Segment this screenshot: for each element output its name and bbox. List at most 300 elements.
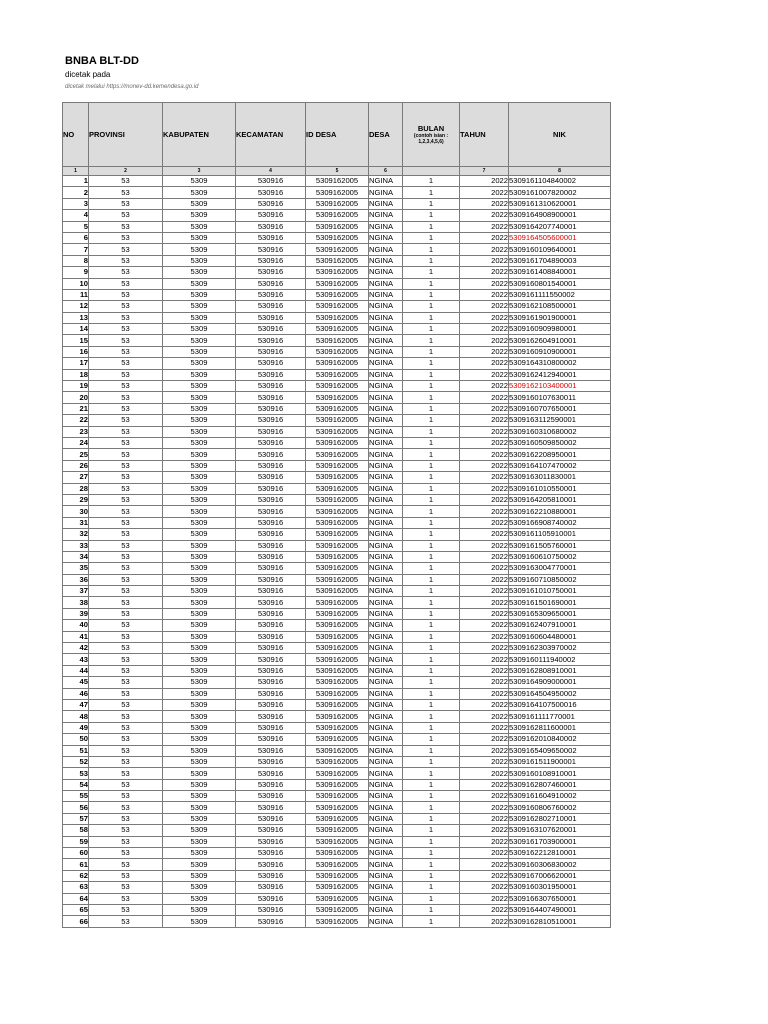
cell-kabupaten: 5309 — [163, 289, 236, 300]
cell-kabupaten: 5309 — [163, 688, 236, 699]
table-row — [63, 768, 611, 779]
cell-provinsi: 53 — [89, 756, 163, 767]
cell-provinsi: 53 — [89, 836, 163, 847]
cell-nik: 5309162807460001 — [509, 779, 611, 790]
cell-provinsi: 53 — [89, 415, 163, 426]
cell-id-desa: 5309162005 — [306, 802, 369, 813]
cell-no: 52 — [63, 756, 89, 767]
cell-provinsi: 53 — [89, 574, 163, 585]
cell-tahun: 2022 — [460, 813, 509, 824]
cell-kabupaten: 5309 — [163, 631, 236, 642]
cell-bulan: 1 — [403, 905, 460, 916]
cell-no: 32 — [63, 529, 89, 540]
cell-kabupaten: 5309 — [163, 825, 236, 836]
cell-tahun: 2022 — [460, 745, 509, 756]
cell-tahun: 2022 — [460, 665, 509, 676]
cell-tahun: 2022 — [460, 734, 509, 745]
cell-provinsi: 53 — [89, 437, 163, 448]
cell-no: 30 — [63, 506, 89, 517]
cell-provinsi: 53 — [89, 221, 163, 232]
table-row — [63, 677, 611, 688]
cell-id-desa: 5309162005 — [306, 335, 369, 346]
cell-no: 12 — [63, 301, 89, 312]
cell-kecamatan: 530916 — [236, 586, 306, 597]
cell-provinsi: 53 — [89, 210, 163, 221]
cell-kecamatan: 530916 — [236, 267, 306, 278]
header-kecamatan: KECAMATAN — [236, 103, 306, 167]
cell-no: 13 — [63, 312, 89, 323]
cell-kecamatan: 530916 — [236, 289, 306, 300]
table-row — [63, 643, 611, 654]
cell-kabupaten: 5309 — [163, 882, 236, 893]
cell-desa: NGINA — [369, 711, 403, 722]
cell-kabupaten: 5309 — [163, 654, 236, 665]
cell-no: 28 — [63, 483, 89, 494]
cell-no: 49 — [63, 722, 89, 733]
cell-no: 5 — [63, 221, 89, 232]
cell-tahun: 2022 — [460, 756, 509, 767]
cell-no: 48 — [63, 711, 89, 722]
cell-kecamatan: 530916 — [236, 597, 306, 608]
cell-provinsi: 53 — [89, 699, 163, 710]
cell-bulan: 1 — [403, 358, 460, 369]
cell-kecamatan: 530916 — [236, 882, 306, 893]
cell-desa: NGINA — [369, 848, 403, 859]
cell-bulan: 1 — [403, 813, 460, 824]
cell-kabupaten: 5309 — [163, 517, 236, 528]
cell-bulan: 1 — [403, 574, 460, 585]
cell-nik: 5309166908740002 — [509, 517, 611, 528]
cell-provinsi: 53 — [89, 643, 163, 654]
cell-nik: 5309164505600001 — [509, 232, 611, 243]
cell-id-desa: 5309162005 — [306, 665, 369, 676]
cell-id-desa: 5309162005 — [306, 848, 369, 859]
cell-kabupaten: 5309 — [163, 415, 236, 426]
cell-no: 15 — [63, 335, 89, 346]
cell-nik: 5309164909000001 — [509, 677, 611, 688]
cell-nik: 5309161704890003 — [509, 255, 611, 266]
cell-tahun: 2022 — [460, 654, 509, 665]
cell-provinsi: 53 — [89, 483, 163, 494]
cell-bulan: 1 — [403, 232, 460, 243]
cell-nik: 5309162303970002 — [509, 643, 611, 654]
table-row — [63, 825, 611, 836]
cell-kabupaten: 5309 — [163, 677, 236, 688]
cell-id-desa: 5309162005 — [306, 608, 369, 619]
cell-id-desa: 5309162005 — [306, 654, 369, 665]
cell-nik: 5309164407490001 — [509, 905, 611, 916]
cell-kabupaten: 5309 — [163, 529, 236, 540]
cell-kecamatan: 530916 — [236, 563, 306, 574]
cell-nik: 5309160801540001 — [509, 278, 611, 289]
table-row — [63, 472, 611, 483]
cell-tahun: 2022 — [460, 551, 509, 562]
cell-tahun: 2022 — [460, 859, 509, 870]
table-row — [63, 529, 611, 540]
cell-bulan: 1 — [403, 825, 460, 836]
cell-nik: 5309160909980001 — [509, 324, 611, 335]
cell-no: 50 — [63, 734, 89, 745]
header-desa: DESA — [369, 103, 403, 167]
cell-kecamatan: 530916 — [236, 779, 306, 790]
cell-bulan: 1 — [403, 620, 460, 631]
cell-nik: 5309162407910001 — [509, 620, 611, 631]
cell-provinsi: 53 — [89, 688, 163, 699]
cell-kecamatan: 530916 — [236, 631, 306, 642]
cell-tahun: 2022 — [460, 529, 509, 540]
cell-provinsi: 53 — [89, 905, 163, 916]
cell-kabupaten: 5309 — [163, 472, 236, 483]
cell-provinsi: 53 — [89, 403, 163, 414]
cell-provinsi: 53 — [89, 813, 163, 824]
cell-kabupaten: 5309 — [163, 381, 236, 392]
cell-tahun: 2022 — [460, 267, 509, 278]
cell-nik: 5309162604910001 — [509, 335, 611, 346]
table-row — [63, 745, 611, 756]
table-row — [63, 301, 611, 312]
table-row — [63, 232, 611, 243]
cell-nik: 5309164504950002 — [509, 688, 611, 699]
cell-tahun: 2022 — [460, 916, 509, 927]
cell-no: 4 — [63, 210, 89, 221]
cell-provinsi: 53 — [89, 859, 163, 870]
cell-id-desa: 5309162005 — [306, 791, 369, 802]
cell-nik: 5309161901900001 — [509, 312, 611, 323]
table-body — [63, 176, 611, 928]
cell-tahun: 2022 — [460, 631, 509, 642]
cell-kabupaten: 5309 — [163, 210, 236, 221]
cell-kabupaten: 5309 — [163, 255, 236, 266]
cell-provinsi: 53 — [89, 745, 163, 756]
cell-no: 6 — [63, 232, 89, 243]
cell-bulan: 1 — [403, 916, 460, 927]
cell-tahun: 2022 — [460, 791, 509, 802]
cell-desa: NGINA — [369, 745, 403, 756]
cell-kabupaten: 5309 — [163, 836, 236, 847]
cell-no: 36 — [63, 574, 89, 585]
cell-kecamatan: 530916 — [236, 415, 306, 426]
cell-kecamatan: 530916 — [236, 699, 306, 710]
cell-id-desa: 5309162005 — [306, 426, 369, 437]
cell-id-desa: 5309162005 — [306, 779, 369, 790]
cell-bulan: 1 — [403, 460, 460, 471]
cell-bulan: 1 — [403, 529, 460, 540]
cell-provinsi: 53 — [89, 472, 163, 483]
cell-provinsi: 53 — [89, 517, 163, 528]
cell-desa: NGINA — [369, 517, 403, 528]
cell-kecamatan: 530916 — [236, 756, 306, 767]
cell-kabupaten: 5309 — [163, 540, 236, 551]
cell-bulan: 1 — [403, 437, 460, 448]
cell-desa: NGINA — [369, 779, 403, 790]
cell-desa: NGINA — [369, 802, 403, 813]
cell-kabupaten: 5309 — [163, 711, 236, 722]
cell-kabupaten: 5309 — [163, 346, 236, 357]
table-row — [63, 381, 611, 392]
cell-kabupaten: 5309 — [163, 244, 236, 255]
cell-id-desa: 5309162005 — [306, 232, 369, 243]
cell-desa: NGINA — [369, 187, 403, 198]
cell-id-desa: 5309162005 — [306, 472, 369, 483]
cell-nik: 5309161111770001 — [509, 711, 611, 722]
cell-kecamatan: 530916 — [236, 232, 306, 243]
cell-tahun: 2022 — [460, 221, 509, 232]
cell-desa: NGINA — [369, 699, 403, 710]
table-row — [63, 665, 611, 676]
cell-kecamatan: 530916 — [236, 540, 306, 551]
cell-bulan: 1 — [403, 893, 460, 904]
cell-kecamatan: 530916 — [236, 836, 306, 847]
cell-nik: 5309160301950001 — [509, 882, 611, 893]
cell-bulan: 1 — [403, 848, 460, 859]
cell-no: 17 — [63, 358, 89, 369]
cell-desa: NGINA — [369, 506, 403, 517]
cell-tahun: 2022 — [460, 324, 509, 335]
cell-kabupaten: 5309 — [163, 198, 236, 209]
cell-bulan: 1 — [403, 563, 460, 574]
cell-no: 23 — [63, 426, 89, 437]
cell-bulan: 1 — [403, 551, 460, 562]
table-row — [63, 574, 611, 585]
header-provinsi: PROVINSI — [89, 103, 163, 167]
cell-bulan: 1 — [403, 756, 460, 767]
cell-no: 45 — [63, 677, 89, 688]
cell-id-desa: 5309162005 — [306, 711, 369, 722]
cell-tahun: 2022 — [460, 825, 509, 836]
cell-bulan: 1 — [403, 597, 460, 608]
cell-tahun: 2022 — [460, 437, 509, 448]
cell-kecamatan: 530916 — [236, 346, 306, 357]
cell-bulan: 1 — [403, 210, 460, 221]
cell-bulan: 1 — [403, 586, 460, 597]
cell-tahun: 2022 — [460, 210, 509, 221]
cell-kabupaten: 5309 — [163, 665, 236, 676]
table-row — [63, 494, 611, 505]
cell-no: 53 — [63, 768, 89, 779]
cell-provinsi: 53 — [89, 722, 163, 733]
cell-kabupaten: 5309 — [163, 301, 236, 312]
table-row — [63, 597, 611, 608]
cell-desa: NGINA — [369, 882, 403, 893]
cell-no: 11 — [63, 289, 89, 300]
cell-id-desa: 5309162005 — [306, 312, 369, 323]
cell-tahun: 2022 — [460, 472, 509, 483]
cell-id-desa: 5309162005 — [306, 289, 369, 300]
cell-desa: NGINA — [369, 278, 403, 289]
column-number: 3 — [163, 167, 236, 176]
cell-nik: 5309161408840001 — [509, 267, 611, 278]
column-number: 1 — [63, 167, 89, 176]
cell-provinsi: 53 — [89, 677, 163, 688]
cell-nik: 5309160107630011 — [509, 392, 611, 403]
cell-provinsi: 53 — [89, 870, 163, 881]
cell-nik: 5309162108500001 — [509, 301, 611, 312]
cell-id-desa: 5309162005 — [306, 551, 369, 562]
cell-kecamatan: 530916 — [236, 369, 306, 380]
cell-kabupaten: 5309 — [163, 460, 236, 471]
cell-provinsi: 53 — [89, 563, 163, 574]
cell-no: 46 — [63, 688, 89, 699]
cell-desa: NGINA — [369, 232, 403, 243]
cell-kabupaten: 5309 — [163, 437, 236, 448]
table-row — [63, 403, 611, 414]
cell-desa: NGINA — [369, 335, 403, 346]
table-row — [63, 916, 611, 927]
cell-id-desa: 5309162005 — [306, 506, 369, 517]
table-row — [63, 620, 611, 631]
cell-nik: 5309164310800002 — [509, 358, 611, 369]
cell-kecamatan: 530916 — [236, 574, 306, 585]
cell-provinsi: 53 — [89, 597, 163, 608]
cell-bulan: 1 — [403, 187, 460, 198]
cell-tahun: 2022 — [460, 483, 509, 494]
cell-provinsi: 53 — [89, 301, 163, 312]
cell-provinsi: 53 — [89, 506, 163, 517]
cell-provinsi: 53 — [89, 620, 163, 631]
cell-desa: NGINA — [369, 836, 403, 847]
cell-desa: NGINA — [369, 312, 403, 323]
cell-kecamatan: 530916 — [236, 551, 306, 562]
cell-no: 63 — [63, 882, 89, 893]
cell-provinsi: 53 — [89, 426, 163, 437]
table-row — [63, 187, 611, 198]
cell-desa: NGINA — [369, 221, 403, 232]
header-tahun: TAHUN — [460, 103, 509, 167]
cell-bulan: 1 — [403, 677, 460, 688]
column-number — [403, 167, 460, 176]
cell-provinsi: 53 — [89, 665, 163, 676]
cell-nik: 5309161105910001 — [509, 529, 611, 540]
cell-nik: 5309162808910001 — [509, 665, 611, 676]
cell-nik: 5309163011830001 — [509, 472, 611, 483]
header-bulan-label: BULAN — [417, 124, 445, 133]
cell-desa: NGINA — [369, 905, 403, 916]
cell-desa: NGINA — [369, 255, 403, 266]
table-row — [63, 802, 611, 813]
cell-tahun: 2022 — [460, 460, 509, 471]
cell-kabupaten: 5309 — [163, 267, 236, 278]
table-row — [63, 791, 611, 802]
cell-id-desa: 5309162005 — [306, 529, 369, 540]
cell-bulan: 1 — [403, 882, 460, 893]
cell-kecamatan: 530916 — [236, 483, 306, 494]
cell-kecamatan: 530916 — [236, 437, 306, 448]
cell-kabupaten: 5309 — [163, 551, 236, 562]
cell-desa: NGINA — [369, 381, 403, 392]
cell-kabupaten: 5309 — [163, 779, 236, 790]
cell-nik: 5309160910900001 — [509, 346, 611, 357]
cell-kecamatan: 530916 — [236, 255, 306, 266]
cell-id-desa: 5309162005 — [306, 483, 369, 494]
cell-tahun: 2022 — [460, 358, 509, 369]
cell-no: 60 — [63, 848, 89, 859]
cell-no: 10 — [63, 278, 89, 289]
table-row — [63, 324, 611, 335]
cell-tahun: 2022 — [460, 540, 509, 551]
table-row — [63, 722, 611, 733]
table-row — [63, 905, 611, 916]
cell-desa: NGINA — [369, 289, 403, 300]
cell-bulan: 1 — [403, 802, 460, 813]
cell-bulan: 1 — [403, 745, 460, 756]
table-row — [63, 608, 611, 619]
cell-kecamatan: 530916 — [236, 460, 306, 471]
cell-no: 34 — [63, 551, 89, 562]
cell-desa: NGINA — [369, 210, 403, 221]
table-row — [63, 813, 611, 824]
cell-bulan: 1 — [403, 517, 460, 528]
cell-id-desa: 5309162005 — [306, 369, 369, 380]
cell-kecamatan: 530916 — [236, 813, 306, 824]
table-row — [63, 335, 611, 346]
cell-nik: 5309162208950001 — [509, 449, 611, 460]
cell-kecamatan: 530916 — [236, 768, 306, 779]
cell-bulan: 1 — [403, 779, 460, 790]
cell-kecamatan: 530916 — [236, 916, 306, 927]
cell-tahun: 2022 — [460, 563, 509, 574]
cell-bulan: 1 — [403, 540, 460, 551]
cell-id-desa: 5309162005 — [306, 916, 369, 927]
cell-id-desa: 5309162005 — [306, 836, 369, 847]
cell-no: 66 — [63, 916, 89, 927]
table-row — [63, 848, 611, 859]
cell-nik: 5309162810510001 — [509, 916, 611, 927]
cell-bulan: 1 — [403, 278, 460, 289]
table-row — [63, 460, 611, 471]
cell-provinsi: 53 — [89, 916, 163, 927]
cell-desa: NGINA — [369, 620, 403, 631]
cell-bulan: 1 — [403, 369, 460, 380]
cell-id-desa: 5309162005 — [306, 745, 369, 756]
cell-id-desa: 5309162005 — [306, 301, 369, 312]
cell-kecamatan: 530916 — [236, 859, 306, 870]
cell-desa: NGINA — [369, 460, 403, 471]
cell-no: 22 — [63, 415, 89, 426]
column-number: 2 — [89, 167, 163, 176]
cell-no: 55 — [63, 791, 89, 802]
table-row — [63, 779, 611, 790]
cell-tahun: 2022 — [460, 187, 509, 198]
cell-id-desa: 5309162005 — [306, 563, 369, 574]
cell-kabupaten: 5309 — [163, 848, 236, 859]
cell-id-desa: 5309162005 — [306, 870, 369, 881]
cell-id-desa: 5309162005 — [306, 893, 369, 904]
cell-desa: NGINA — [369, 688, 403, 699]
cell-kecamatan: 530916 — [236, 449, 306, 460]
cell-desa: NGINA — [369, 346, 403, 357]
cell-nik: 5309163004770001 — [509, 563, 611, 574]
cell-kabupaten: 5309 — [163, 893, 236, 904]
cell-id-desa: 5309162005 — [306, 768, 369, 779]
cell-kabupaten: 5309 — [163, 232, 236, 243]
cell-no: 65 — [63, 905, 89, 916]
table-row — [63, 836, 611, 847]
cell-id-desa: 5309162005 — [306, 392, 369, 403]
cell-no: 3 — [63, 198, 89, 209]
cell-nik: 5309162811600001 — [509, 722, 611, 733]
cell-kecamatan: 530916 — [236, 517, 306, 528]
cell-nik: 5309161010550001 — [509, 483, 611, 494]
cell-nik: 5309163112590001 — [509, 415, 611, 426]
cell-id-desa: 5309162005 — [306, 688, 369, 699]
cell-nik: 5309165309650001 — [509, 608, 611, 619]
cell-tahun: 2022 — [460, 620, 509, 631]
cell-no: 31 — [63, 517, 89, 528]
cell-kabupaten: 5309 — [163, 756, 236, 767]
cell-id-desa: 5309162005 — [306, 244, 369, 255]
cell-no: 8 — [63, 255, 89, 266]
cell-kecamatan: 530916 — [236, 745, 306, 756]
